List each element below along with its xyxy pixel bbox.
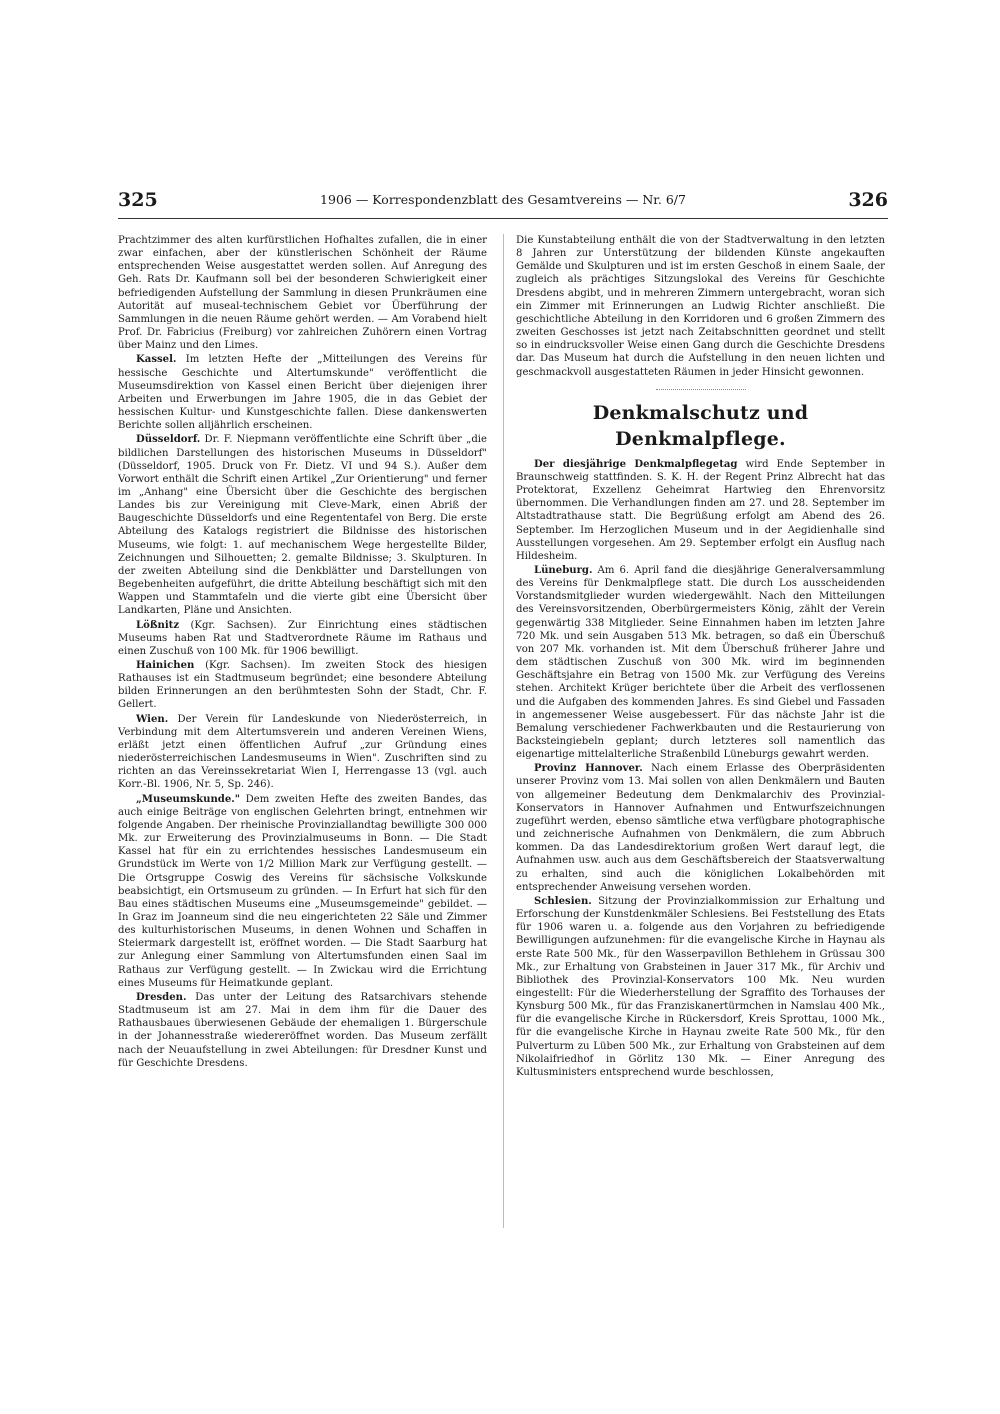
paragraph-schlesien xyxy=(516,895,885,1079)
header-rule xyxy=(118,218,888,219)
left-page-number: 325 xyxy=(118,189,158,211)
right-column xyxy=(516,234,885,1234)
page-header xyxy=(118,188,888,214)
paragraph-lueneburg xyxy=(516,564,885,761)
keyword-loessnitz: Lößnitz xyxy=(136,619,180,631)
text-loessnitz: (Kgr. Sachsen). Zur Einrichtung eines städtischen Museums haben Rat und Stadtverordnete Räume im Rathaus und einen Zuschuß von 100 Mk. für 1906 bewilligt. xyxy=(118,619,487,657)
right-page-number: 326 xyxy=(848,189,888,211)
left-column xyxy=(118,234,487,1234)
paragraph-kassel xyxy=(118,353,487,432)
paragraph-duesseldorf xyxy=(118,433,487,617)
paragraph-museumskunde xyxy=(118,793,487,990)
paragraph-wien xyxy=(118,713,487,792)
keyword-wien: Wien. xyxy=(136,713,169,725)
text-lueneburg: Am 6. April fand die diesjährige Generalversammlung des Vereins für Denkmalpflege statt. Die durch Los ausscheidenden Vorstandsmitglieder wurden wiedergewählt. Nach den Mitteilungen des Vereinsvorsitzenden, Oberbürgermeisters König, zählt der Verein gegenwärtig 338 Mitglieder. Seine Einnahmen haben im letzten Jahre 720 Mk. und sein Ausgaben 513 Mk. betragen, so daß ein Überschuß von 207 Mk. vorhanden ist. Mit dem Überschuß früherer Jahre und dem städtischen Zuschuß von 300 Mk. wird im beginnenden Geschäftsjahre ein Betrag von 1500 Mk. zur Verfügung des Vereins stehen. Architekt Krüger berichtete über die Arbeit des verflossenen und die Aufgaben des kommenden Jahres. Es sind Giebel und Fassaden in angemessener Weise ausgebessert. Für das nächste Jahr ist die Bemalung verschiedener Fachwerkbauten und die Restaurierung von Backsteingiebeln geplant; durch letzteres soll namentlich das eigenartige mittelalterliche Straßenbild Lüneburgs gewahrt werden. xyxy=(516,564,885,761)
paragraph-loessnitz xyxy=(118,619,487,658)
paragraph-hainichen xyxy=(118,659,487,712)
text-wien: Der Verein für Landeskunde von Niederösterreich, in Verbindung mit dem Altertumsverein und anderen Vereinen Wiens, erläßt jetzt einen öffentlichen Aufruf „zur Gründung eines niederösterreichischen Landesmuseums in Wien". Zuschriften sind zu richten an das Vereinssekretariat Wien I, Herrengasse 13 (vgl. auch Korr.-Bl. 1906, Nr. 5, Sp. 246). xyxy=(118,713,487,791)
text-schlesien: Sitzung der Provinzialkommission zur Erhaltung und Erforschung der Kunstdenkmäler Schlesiens. Bei Feststellung des Etats für 1906 waren u. a. folgende aus den Vorjahren zu befriedigende Bewilligungen aufzunehmen: für die evangelische Kirche in Haynau als erste Rate 500 Mk., für den Wasserpavillon Bethlehem in Grüssau 300 Mk., zur Erhaltung von Grabsteinen in Jauer 317 Mk., für Archiv und Bibliothek des Provinzial-Konservators 100 Mk. Neu wurden eingestellt: Für die Wiederherstellung der Sgraffito des Torhauses der Kynsburg 500 Mk., für das Franziskanertürmchen in Namslau 400 Mk., für die evangelische Kirche in Rückersdorf, Kreis Sprottau, 1000 Mk., für die evangelische Kirche in Haynau zweite Rate 500 Mk., für den Pulverturm zu Lüben 500 Mk., zur Erhaltung von Grabsteinen auf dem Nikolaifriedhof in Görlitz 130 Mk. — Einer Anregung des Kultusministers entsprechend wurde beschlossen, xyxy=(516,895,885,1078)
keyword-kassel: Kassel. xyxy=(136,354,177,366)
keyword-duesseldorf: Düsseldorf. xyxy=(136,434,201,446)
text-hannover: Nach einem Erlasse des Oberpräsidenten unserer Provinz vom 13. Mai sollen von allen Denkmälern und Bauten von allgemeiner Bedeutung dem Denkmalarchiv des Provinzial-Konservators in Hannover Aufnahmen und Entwurfszeichnungen zugeführt werden, ebenso sämtliche etwa verfügbare photographische und zeichnerische Aufnahmen von Denkmälern, die zum Abbruch kommen. Da das Landesdirektorium großen Wert darauf legt, die Aufnahmen usw. auch aus dem Geschäftsbereich der Staatsverwaltung zu erhalten, sind auch die königlichen Lokalbehörden mit entsprechender Anweisung versehen worden. xyxy=(516,763,885,893)
paragraph-denkmalpflegetag xyxy=(516,458,885,563)
keyword-museumskunde: „Museumskunde." xyxy=(136,793,241,805)
text-dresden: Das unter der Leitung des Ratsarchivars stehende Stadtmuseum ist am 27. Mai in dem ihm für die Dauer des Rathausbaues überwiesenen Gebäude der ehemaligen 1. Bürgerschule in der Johannesstraße wiedereröffnet worden. Das Museum zerfällt nach der Neuaufstellung in zwei Abteilungen: für Dresdner Kunst und für Geschichte Dresdens. xyxy=(118,991,487,1069)
column-divider xyxy=(503,234,504,1228)
keyword-hannover: Provinz Hannover. xyxy=(534,763,643,775)
paragraph-hannover xyxy=(516,762,885,894)
text-duesseldorf: Dr. F. Niepmann veröffentlichte eine Schrift über „die bildlichen Darstellungen des historischen Museums in Düsseldorf" (Düsseldorf, 1905. Druck von Fr. Dietz. VI und 94 S.). Außer dem Vorwort enthält die Schrift einen Artikel „Zur Orientierung" und ferner im „Anhang" eine Übersicht über die Geschichte des bergischen Landes bis zur Vereinigung mit Cleve-Mark, einen Abriß der Baugeschichte Düsseldorfs und eine Regententafel von Berg. Die erste Abteilung des Katalogs registriert die Bildnisse des historischen Museums, wie folgt: 1. auf mechanischem Wege hergestellte Bilder, Zeichnungen und Silhouetten; 2. gemalte Bildnisse; 3. Skulpturen. In der zweiten Abteilung sind die Denkblätter und Darstellungen von Begebenheiten aufgeführt, die dritte Abteilung beschäftigt sich mit den Wappen und Stammtafeln und die vierte gibt eine Übersicht über Landkarten, Pläne und Ansichten. xyxy=(118,434,487,617)
section-heading: Denkmalschutz und Denkmalpflege. xyxy=(592,401,809,450)
text-hainichen: (Kgr. Sachsen). Im zweiten Stock des hiesigen Rathauses ist ein Stadtmuseum begründet; eine besondere Abteilung bilden Erinnerungen an den berühmtesten Sohn der Stadt, Chr. F. Gellert. xyxy=(118,660,487,711)
keyword-schlesien: Schlesien. xyxy=(534,895,592,907)
paragraph-continuation: Prachtzimmer des alten kurfürstlichen Hofhaltes zufallen, die in einer zwar einfachen, aber der künstlerischen Schönheit der Räume entsprechenden Weise ausgestattet werden sollen. Auf Anregung des Geh. Rats Dr. Kaufmann soll bei der besonderen Schwierigkeit einer befriedigenden Aufstellung der Sammlung in diesen Prunkräumen eine Autorität auf museal-technischem Gebiet vor Überführung der Sammlungen in die neuen Räume gehört werden. — Am Vorabend hielt Prof. Dr. Fabricius (Freiburg) vor zahlreichen Zuhörern einen Vortrag über Mainz und den Limes. xyxy=(118,235,487,352)
text-museumskunde: Dem zweiten Hefte des zweiten Bandes, das auch einige Beiträge von englischen Gelehrten bringt, entnehmen wir folgende Angaben. Der rheinische Provinziallandtag bewilligte 300 000 Mk. zur Erweiterung des Provinzialmuseums in Bonn. — Die Stadt Kassel hat für ein zu errichtendes hessisches Landesmuseum ein Grundstück im Werte von 1/2 Million Mark zur Verfügung gestellt. — Die Ortsgruppe Coswig des Vereins für sächsische Volkskunde beabsichtigt, ein Ortsmuseum zu gründen. — In Erfurt hat sich für den Bau eines städtischen Museums eine „Museumsgemeinde" gebildet. — In Graz im Joanneum sind die neu eingerichteten 22 Säle und Zimmer des kulturhistorischen Museums, in denen Wohnen und Schaffen in Steiermark dargestellt ist, eröffnet worden. — Die Stadt Saarburg hat zur Anlegung einer Sammlung von Altertumsfunden einen Saal im Rathaus zur Verfügung gestellt. — In Zwickau wird die Errichtung eines Museums für Heimatkunde geplant. xyxy=(118,793,487,989)
paragraph-dresden xyxy=(118,991,487,1070)
section-separator xyxy=(656,389,746,390)
keyword-denkmalpflegetag: Der diesjährige Denkmalpflegetag xyxy=(534,458,738,470)
keyword-hainichen: Hainichen xyxy=(136,660,195,671)
text-denkmalpflegetag: wird Ende September in Braunschweig stattfinden. S. K. H. der Regent Prinz Albrecht hat das Protektorat, Exzellenz Geheimrat Hartwieg den Ehrenvorsitz übernommen. Die Verhandlungen finden am 27. und 28. September im Altstadtrathause statt. Die Begrüßung erfolgt am Abend des 26. September. Im Herzoglichen Museum und in der Aegidienhalle sind Ausstellungen vorgesehen. Am 29. September erfolgt ein Ausflug nach Hildesheim. xyxy=(516,458,885,562)
text-kassel: Im letzten Hefte der „Mitteilungen des Vereins für hessische Geschichte und Altertumskunde" veröffentlicht die Museumsdirektion von Kassel einen Bericht über diejenigen ihrer Arbeiten und Erwerbungen im Jahre 1905, die in das Gebiet der hessischen Kultur- und Kunstgeschichte fallen. Diese dankenswerten Berichte sollen alljährlich erscheinen. xyxy=(118,354,487,432)
keyword-lueneburg: Lüneburg. xyxy=(534,564,593,576)
running-title: 1906 — Korrespondenzblatt des Gesamtvereins — Nr. 6/7 xyxy=(320,192,686,207)
paragraph-dresden-continued: Die Kunstabteilung enthält die von der Stadtverwaltung in den letzten 8 Jahren zur Unterstützung der bildenden Künste angekauften Gemälde und Skulpturen und ist im ersten Geschoß in einem Saale, der zugleich als prächtiges Sitzungslokal des Vereins für Geschichte Dresdens abgibt, und in mehreren Zimmern untergebracht, woran sich ein Zimmer mit Erinnerungen an Ludwig Richter anschließt. Die geschichtliche Abteilung in den Korridoren und 6 großen Zimmern des zweiten Geschosses ist jetzt nach Zeitabschnitten geordnet und stellt so in eindrucksvoller Weise einen Gang durch die Geschichte Dresdens dar. Das Museum hat durch die Aufstellung in den neuen lichten und geschmackvoll ausgestatteten Räumen in jeder Hinsicht gewonnen. xyxy=(516,235,885,378)
keyword-dresden: Dresden. xyxy=(136,991,187,1003)
